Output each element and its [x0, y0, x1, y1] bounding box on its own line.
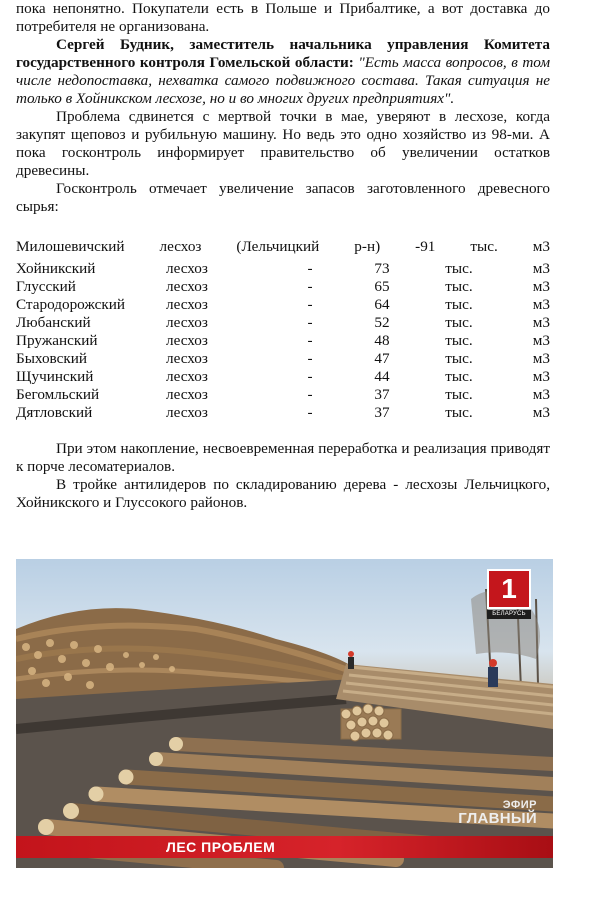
stock-dash: -	[307, 296, 313, 313]
stock-row	[16, 386, 550, 404]
article-body	[16, 0, 550, 512]
stock-forestry-word: лесхоз	[166, 386, 208, 403]
stock-forestry-name: Быховский	[16, 350, 87, 367]
channel-caption: БЕЛАРУСЬ	[487, 610, 531, 619]
stock-value: 65	[374, 278, 390, 295]
stock-dash: -	[307, 350, 313, 367]
stock-thousand-unit: тыс.	[445, 278, 473, 295]
news-banner	[16, 836, 553, 858]
paragraph-antileaders: В тройке антилидеров по складированию дерева - лесхозы Лельчицкого, Хойникского и Глуссокого районов.	[16, 476, 550, 511]
stock-row	[16, 350, 550, 368]
stock-forestry-name: Любанский	[16, 314, 91, 331]
stock-forestry-name: Бегомльский	[16, 386, 100, 403]
stock-list	[16, 238, 550, 422]
stock-volume-unit: м3	[532, 350, 550, 367]
stock-value: 48	[374, 332, 390, 349]
speaker-name: Сергей Будник, заместитель начальника управления Комитета государственного контроля Гомельской области:	[16, 36, 550, 71]
stock-dash: -	[307, 404, 313, 421]
stock-forestry-word: лесхоз	[166, 368, 208, 385]
stock-thousand-unit: тыс.	[445, 332, 473, 349]
broadcast-label-main: ГЛАВНЫЙ	[458, 810, 537, 827]
stock-dash: -	[307, 332, 313, 349]
channel-number: 1	[487, 569, 531, 609]
stock-value: 73	[374, 260, 390, 277]
stock-dash: -	[307, 386, 313, 403]
paragraph-problem: Проблема сдвинется с мертвой точки в мае, уверяют в лесхозе, когда закупят щеповоз и рубильную машину. Но ведь это одно хозяйство из 98-ми. А пока госконтроль информирует правительство об увеличении остатков древесины.	[16, 108, 550, 179]
stock-thousand-unit: тыс.	[445, 386, 473, 403]
stock-value: 64	[374, 296, 390, 313]
stock-forestry-name: Дятловский	[16, 404, 93, 421]
stock-thousand-unit: тыс.	[445, 368, 473, 385]
stock-volume-unit: м3	[532, 386, 550, 403]
stock-forestry-name: Стародорожский	[16, 296, 125, 313]
stock-thousand-unit: тыс.	[445, 296, 473, 313]
stock-forestry-word: лесхоз	[166, 278, 208, 295]
stock-volume-unit: м3	[532, 368, 550, 385]
stock-row-first: Милошевичский лесхоз (Лельчицкий р-н) -91 тыс. м3	[16, 238, 550, 255]
stock-thousand-unit: тыс.	[445, 314, 473, 331]
stock-volume-unit: м3	[532, 260, 550, 277]
stock-forestry-name: Щучинский	[16, 368, 94, 385]
broadcast-label	[458, 799, 537, 826]
stock-volume-unit: м3	[532, 332, 550, 349]
stock-value: 47	[374, 350, 390, 367]
speaker-quote: "Есть масса вопросов, в том числе недопоставка, нехватка самого подвижного состава. Такая ситуация не только в Хойникском лесхозе, но и во многих других предприятиях".	[16, 54, 551, 107]
stock-row	[16, 314, 550, 332]
stock-row	[16, 404, 550, 422]
stock-dash: -	[307, 314, 313, 331]
stock-row	[16, 368, 550, 386]
stock-row	[16, 260, 550, 278]
stock-value: 37	[374, 404, 390, 421]
stock-forestry-word: лесхоз	[166, 260, 208, 277]
stock-value: 44	[374, 368, 390, 385]
paragraph-quote	[16, 36, 550, 108]
stock-volume-unit: м3	[532, 404, 550, 421]
stock-dash: -	[307, 278, 313, 295]
stock-forestry-name: Глусский	[16, 278, 76, 295]
stock-value: 52	[374, 314, 390, 331]
paragraph-stock-intro: Госконтроль отмечает увеличение запасов заготовленного древесного сырья:	[16, 180, 550, 215]
news-banner-text: ЛЕС ПРОБЛЕМ	[166, 839, 276, 855]
paragraph-intro: пока непонятно. Покупатели есть в Польше и Прибалтике, а вот доставка до потребителя не организована.	[16, 0, 550, 35]
stock-forestry-name: Пружанский	[16, 332, 98, 349]
stock-volume-unit: м3	[532, 314, 550, 331]
stock-value: 37	[374, 386, 390, 403]
stock-forestry-word: лесхоз	[166, 314, 208, 331]
stock-table	[16, 260, 550, 422]
stock-dash: -	[307, 260, 313, 277]
channel-logo	[487, 569, 531, 619]
stock-forestry-word: лесхоз	[166, 350, 208, 367]
stock-forestry-word: лесхоз	[166, 332, 208, 349]
news-photo	[16, 559, 553, 868]
stock-thousand-unit: тыс.	[445, 350, 473, 367]
stock-volume-unit: м3	[532, 278, 550, 295]
stock-row	[16, 296, 550, 314]
stock-thousand-unit: тыс.	[445, 260, 473, 277]
stock-row	[16, 278, 550, 296]
stock-thousand-unit: тыс.	[445, 404, 473, 421]
stock-forestry-name: Хойникский	[16, 260, 96, 277]
stock-dash: -	[307, 368, 313, 385]
paragraph-spoilage: При этом накопление, несвоевременная переработка и реализация приводят к порче лесоматериалов.	[16, 440, 550, 475]
stock-volume-unit: м3	[532, 296, 550, 313]
stock-forestry-word: лесхоз	[166, 296, 208, 313]
stock-forestry-word: лесхоз	[166, 404, 208, 421]
stock-row	[16, 332, 550, 350]
broadcast-label-top: ЭФИР	[502, 799, 537, 811]
